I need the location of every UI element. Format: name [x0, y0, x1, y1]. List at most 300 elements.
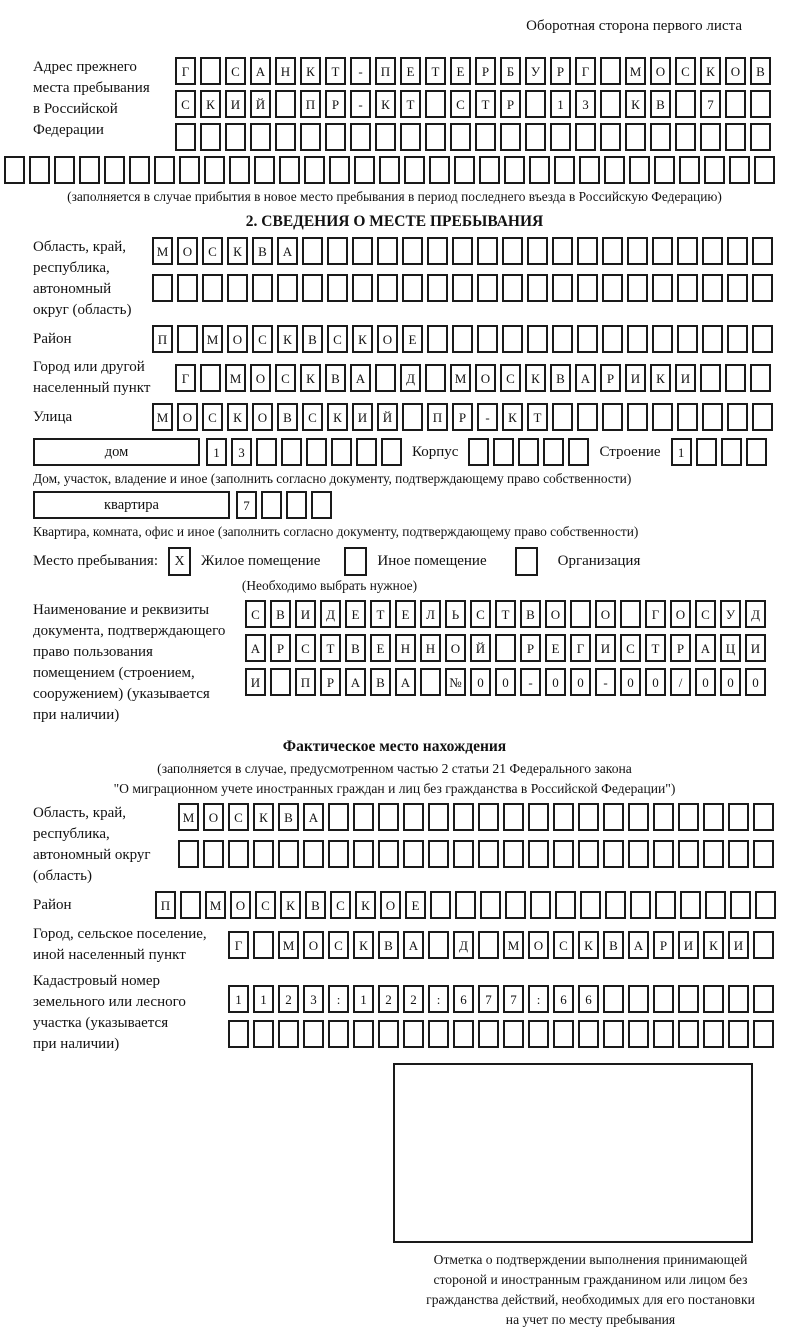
char-cell[interactable] [652, 325, 673, 353]
char-cell[interactable]: С [695, 600, 716, 628]
char-cell[interactable]: С [620, 634, 641, 662]
char-cell[interactable] [250, 123, 271, 151]
char-cell[interactable] [200, 57, 221, 85]
char-cell[interactable] [502, 274, 523, 302]
char-cell[interactable] [353, 1020, 374, 1048]
char-cell[interactable]: : [328, 985, 349, 1013]
char-cell[interactable] [404, 156, 425, 184]
char-cell[interactable] [403, 803, 424, 831]
char-cell[interactable]: К [253, 803, 274, 831]
char-cell[interactable]: С [675, 57, 696, 85]
char-cell[interactable]: 0 [745, 668, 766, 696]
char-cell[interactable]: Т [527, 403, 548, 431]
char-cell[interactable] [727, 403, 748, 431]
char-cell[interactable]: 1 [550, 90, 571, 118]
char-cell[interactable]: Т [325, 57, 346, 85]
char-cell[interactable]: Р [320, 668, 341, 696]
char-cell[interactable]: Н [395, 634, 416, 662]
char-cell[interactable]: Д [400, 364, 421, 392]
char-cell[interactable] [730, 891, 751, 919]
char-cell[interactable] [578, 840, 599, 868]
char-cell[interactable]: К [300, 57, 321, 85]
char-cell[interactable]: 3 [303, 985, 324, 1013]
char-cell[interactable] [754, 156, 775, 184]
char-cell[interactable] [254, 156, 275, 184]
char-cell[interactable] [605, 891, 626, 919]
char-cell[interactable] [528, 1020, 549, 1048]
char-cell[interactable] [753, 1020, 774, 1048]
char-cell[interactable] [428, 840, 449, 868]
char-cell[interactable]: 2 [403, 985, 424, 1013]
char-cell[interactable]: В [277, 403, 298, 431]
char-cell[interactable] [675, 90, 696, 118]
char-cell[interactable]: М [278, 931, 299, 959]
char-cell[interactable] [505, 891, 526, 919]
char-cell[interactable] [553, 803, 574, 831]
char-cell[interactable]: И [595, 634, 616, 662]
char-cell[interactable] [480, 891, 501, 919]
char-cell[interactable] [527, 274, 548, 302]
char-cell[interactable]: Г [575, 57, 596, 85]
char-cell[interactable] [202, 274, 223, 302]
char-cell[interactable]: В [270, 600, 291, 628]
char-cell[interactable]: К [352, 325, 373, 353]
char-cell[interactable] [227, 274, 248, 302]
char-cell[interactable] [527, 237, 548, 265]
char-cell[interactable] [654, 156, 675, 184]
char-cell[interactable]: Р [653, 931, 674, 959]
char-cell[interactable] [600, 123, 621, 151]
char-cell[interactable]: : [528, 985, 549, 1013]
char-cell[interactable]: К [280, 891, 301, 919]
char-cell[interactable]: М [225, 364, 246, 392]
char-cell[interactable] [678, 985, 699, 1013]
char-cell[interactable] [302, 274, 323, 302]
char-cell[interactable]: : [428, 985, 449, 1013]
char-cell[interactable] [677, 403, 698, 431]
char-cell[interactable] [678, 803, 699, 831]
char-cell[interactable] [525, 123, 546, 151]
char-cell[interactable]: М [152, 237, 173, 265]
char-cell[interactable] [653, 1020, 674, 1048]
char-cell[interactable]: К [375, 90, 396, 118]
char-cell[interactable] [253, 931, 274, 959]
char-cell[interactable] [304, 156, 325, 184]
char-cell[interactable] [577, 325, 598, 353]
char-cell[interactable]: Ц [720, 634, 741, 662]
char-cell[interactable] [325, 123, 346, 151]
char-cell[interactable]: С [245, 600, 266, 628]
char-cell[interactable] [179, 156, 200, 184]
char-cell[interactable] [702, 403, 723, 431]
char-cell[interactable]: Р [475, 57, 496, 85]
char-cell[interactable] [653, 840, 674, 868]
char-cell[interactable] [502, 237, 523, 265]
char-cell[interactable]: Р [670, 634, 691, 662]
char-cell[interactable]: К [578, 931, 599, 959]
char-cell[interactable] [721, 438, 742, 466]
char-cell[interactable] [703, 840, 724, 868]
char-cell[interactable] [479, 156, 500, 184]
char-cell[interactable] [568, 438, 589, 466]
char-cell[interactable] [311, 491, 332, 519]
char-cell[interactable] [455, 891, 476, 919]
char-cell[interactable] [752, 237, 773, 265]
char-cell[interactable]: И [295, 600, 316, 628]
char-cell[interactable] [203, 840, 224, 868]
char-cell[interactable] [570, 600, 591, 628]
char-cell[interactable]: И [225, 90, 246, 118]
char-cell[interactable] [427, 237, 448, 265]
char-cell[interactable] [281, 438, 302, 466]
char-cell[interactable] [477, 274, 498, 302]
char-cell[interactable]: М [202, 325, 223, 353]
char-cell[interactable]: 7 [236, 491, 257, 519]
char-cell[interactable]: Е [370, 634, 391, 662]
char-cell[interactable] [728, 985, 749, 1013]
char-cell[interactable]: Т [370, 600, 391, 628]
char-cell[interactable] [518, 438, 539, 466]
char-cell[interactable] [278, 840, 299, 868]
char-cell[interactable] [375, 364, 396, 392]
char-cell[interactable] [350, 123, 371, 151]
char-cell[interactable]: С [328, 931, 349, 959]
char-cell[interactable]: Т [400, 90, 421, 118]
char-cell[interactable] [703, 803, 724, 831]
char-cell[interactable]: М [450, 364, 471, 392]
char-cell[interactable] [527, 325, 548, 353]
char-cell[interactable] [552, 237, 573, 265]
char-cell[interactable] [602, 237, 623, 265]
char-cell[interactable] [200, 364, 221, 392]
char-cell[interactable] [286, 491, 307, 519]
char-cell[interactable] [652, 274, 673, 302]
char-cell[interactable] [504, 156, 525, 184]
char-cell[interactable]: И [728, 931, 749, 959]
char-cell[interactable] [727, 237, 748, 265]
char-cell[interactable] [703, 985, 724, 1013]
char-cell[interactable] [525, 90, 546, 118]
char-cell[interactable]: Г [570, 634, 591, 662]
char-cell[interactable]: Т [645, 634, 666, 662]
char-cell[interactable]: Н [420, 634, 441, 662]
char-cell[interactable]: - [520, 668, 541, 696]
char-cell[interactable] [178, 840, 199, 868]
char-cell[interactable]: - [595, 668, 616, 696]
char-cell[interactable]: 0 [470, 668, 491, 696]
char-cell[interactable]: С [295, 634, 316, 662]
char-cell[interactable] [402, 403, 423, 431]
char-cell[interactable] [477, 237, 498, 265]
char-cell[interactable] [306, 438, 327, 466]
char-cell[interactable]: И [245, 668, 266, 696]
char-cell[interactable] [427, 274, 448, 302]
char-cell[interactable] [4, 156, 25, 184]
char-cell[interactable]: О [545, 600, 566, 628]
char-cell[interactable] [728, 840, 749, 868]
char-cell[interactable] [453, 803, 474, 831]
char-cell[interactable] [725, 364, 746, 392]
char-cell[interactable] [104, 156, 125, 184]
char-cell[interactable]: 1 [206, 438, 227, 466]
char-cell[interactable] [755, 891, 776, 919]
char-cell[interactable] [705, 891, 726, 919]
char-cell[interactable]: М [205, 891, 226, 919]
char-cell[interactable] [600, 90, 621, 118]
char-cell[interactable]: Е [405, 891, 426, 919]
char-cell[interactable] [700, 364, 721, 392]
char-cell[interactable]: А [403, 931, 424, 959]
char-cell[interactable] [129, 156, 150, 184]
char-cell[interactable]: 6 [453, 985, 474, 1013]
char-cell[interactable] [752, 274, 773, 302]
char-cell[interactable] [528, 840, 549, 868]
char-cell[interactable]: В [520, 600, 541, 628]
char-cell[interactable]: К [227, 403, 248, 431]
char-cell[interactable]: 0 [720, 668, 741, 696]
char-cell[interactable] [653, 803, 674, 831]
char-cell[interactable]: В [650, 90, 671, 118]
char-cell[interactable]: А [250, 57, 271, 85]
char-cell[interactable]: К [625, 90, 646, 118]
char-cell[interactable] [152, 274, 173, 302]
char-cell[interactable]: 7 [503, 985, 524, 1013]
char-cell[interactable] [555, 891, 576, 919]
char-cell[interactable] [628, 1020, 649, 1048]
char-cell[interactable] [702, 237, 723, 265]
char-cell[interactable] [553, 840, 574, 868]
char-cell[interactable] [228, 840, 249, 868]
char-cell[interactable]: С [175, 90, 196, 118]
char-cell[interactable] [253, 840, 274, 868]
char-cell[interactable]: И [352, 403, 373, 431]
char-cell[interactable] [400, 123, 421, 151]
char-cell[interactable]: К [227, 237, 248, 265]
char-cell[interactable]: О [377, 325, 398, 353]
char-cell[interactable] [302, 237, 323, 265]
char-cell[interactable] [425, 364, 446, 392]
char-cell[interactable] [278, 1020, 299, 1048]
char-cell[interactable]: П [295, 668, 316, 696]
char-cell[interactable] [752, 403, 773, 431]
char-cell[interactable]: С [202, 237, 223, 265]
char-cell[interactable] [753, 985, 774, 1013]
char-cell[interactable] [354, 156, 375, 184]
char-cell[interactable] [578, 1020, 599, 1048]
char-cell[interactable]: Е [345, 600, 366, 628]
char-cell[interactable] [403, 1020, 424, 1048]
char-cell[interactable] [653, 985, 674, 1013]
char-cell[interactable] [602, 325, 623, 353]
char-cell[interactable]: Й [377, 403, 398, 431]
char-cell[interactable] [678, 840, 699, 868]
char-cell[interactable] [630, 891, 651, 919]
char-cell[interactable] [703, 1020, 724, 1048]
char-cell[interactable] [577, 274, 598, 302]
char-cell[interactable] [329, 156, 350, 184]
char-cell[interactable]: О [303, 931, 324, 959]
char-cell[interactable]: Д [453, 931, 474, 959]
char-cell[interactable] [696, 438, 717, 466]
char-cell[interactable]: 6 [553, 985, 574, 1013]
char-cell[interactable]: К [200, 90, 221, 118]
char-cell[interactable]: Т [425, 57, 446, 85]
char-cell[interactable] [425, 90, 446, 118]
char-cell[interactable] [620, 600, 641, 628]
char-cell[interactable] [550, 123, 571, 151]
char-cell[interactable] [352, 274, 373, 302]
organization-checkbox[interactable] [515, 547, 538, 576]
char-cell[interactable]: А [395, 668, 416, 696]
char-cell[interactable] [352, 237, 373, 265]
char-cell[interactable] [475, 123, 496, 151]
char-cell[interactable]: О [445, 634, 466, 662]
char-cell[interactable]: К [300, 364, 321, 392]
char-cell[interactable] [750, 364, 771, 392]
char-cell[interactable] [725, 90, 746, 118]
char-cell[interactable]: О [670, 600, 691, 628]
char-cell[interactable] [655, 891, 676, 919]
char-cell[interactable]: Т [495, 600, 516, 628]
char-cell[interactable] [452, 274, 473, 302]
char-cell[interactable] [477, 325, 498, 353]
char-cell[interactable]: С [553, 931, 574, 959]
char-cell[interactable] [177, 325, 198, 353]
char-cell[interactable] [677, 237, 698, 265]
char-cell[interactable]: И [678, 931, 699, 959]
char-cell[interactable] [279, 156, 300, 184]
char-cell[interactable]: С [202, 403, 223, 431]
char-cell[interactable]: А [345, 668, 366, 696]
char-cell[interactable] [225, 123, 246, 151]
char-cell[interactable] [328, 1020, 349, 1048]
char-cell[interactable]: А [575, 364, 596, 392]
char-cell[interactable]: - [350, 90, 371, 118]
char-cell[interactable]: П [300, 90, 321, 118]
char-cell[interactable]: К [355, 891, 376, 919]
char-cell[interactable] [503, 803, 524, 831]
char-cell[interactable] [603, 840, 624, 868]
char-cell[interactable]: В [325, 364, 346, 392]
char-cell[interactable] [379, 156, 400, 184]
char-cell[interactable]: К [502, 403, 523, 431]
char-cell[interactable]: О [725, 57, 746, 85]
char-cell[interactable]: О [595, 600, 616, 628]
char-cell[interactable]: К [650, 364, 671, 392]
char-cell[interactable] [478, 803, 499, 831]
char-cell[interactable] [503, 840, 524, 868]
char-cell[interactable]: 7 [700, 90, 721, 118]
char-cell[interactable]: А [245, 634, 266, 662]
char-cell[interactable] [154, 156, 175, 184]
char-cell[interactable]: Г [645, 600, 666, 628]
char-cell[interactable]: Е [402, 325, 423, 353]
char-cell[interactable]: 7 [478, 985, 499, 1013]
char-cell[interactable] [175, 123, 196, 151]
char-cell[interactable] [29, 156, 50, 184]
char-cell[interactable] [552, 403, 573, 431]
char-cell[interactable]: К [353, 931, 374, 959]
char-cell[interactable]: В [750, 57, 771, 85]
char-cell[interactable] [353, 803, 374, 831]
char-cell[interactable]: 2 [378, 985, 399, 1013]
char-cell[interactable] [478, 931, 499, 959]
char-cell[interactable]: П [152, 325, 173, 353]
char-cell[interactable] [625, 123, 646, 151]
char-cell[interactable] [270, 668, 291, 696]
char-cell[interactable]: П [375, 57, 396, 85]
char-cell[interactable]: М [625, 57, 646, 85]
char-cell[interactable]: В [603, 931, 624, 959]
char-cell[interactable] [679, 156, 700, 184]
char-cell[interactable] [627, 403, 648, 431]
char-cell[interactable] [428, 1020, 449, 1048]
char-cell[interactable] [204, 156, 225, 184]
char-cell[interactable] [327, 274, 348, 302]
char-cell[interactable] [627, 274, 648, 302]
char-cell[interactable]: Н [275, 57, 296, 85]
char-cell[interactable] [381, 438, 402, 466]
char-cell[interactable]: Г [175, 364, 196, 392]
char-cell[interactable] [530, 891, 551, 919]
char-cell[interactable] [300, 123, 321, 151]
char-cell[interactable] [575, 123, 596, 151]
char-cell[interactable] [702, 325, 723, 353]
char-cell[interactable]: Р [452, 403, 473, 431]
char-cell[interactable] [580, 891, 601, 919]
char-cell[interactable]: 1 [253, 985, 274, 1013]
char-cell[interactable]: С [225, 57, 246, 85]
char-cell[interactable] [402, 274, 423, 302]
char-cell[interactable]: Р [325, 90, 346, 118]
char-cell[interactable] [454, 156, 475, 184]
char-cell[interactable]: / [670, 668, 691, 696]
char-cell[interactable]: Р [600, 364, 621, 392]
char-cell[interactable]: Д [745, 600, 766, 628]
char-cell[interactable] [331, 438, 352, 466]
char-cell[interactable] [603, 985, 624, 1013]
char-cell[interactable] [328, 803, 349, 831]
char-cell[interactable]: 3 [231, 438, 252, 466]
char-cell[interactable]: 0 [545, 668, 566, 696]
char-cell[interactable] [200, 123, 221, 151]
char-cell[interactable] [746, 438, 767, 466]
char-cell[interactable] [303, 1020, 324, 1048]
char-cell[interactable] [428, 803, 449, 831]
char-cell[interactable] [478, 840, 499, 868]
char-cell[interactable] [678, 1020, 699, 1048]
char-cell[interactable]: О [650, 57, 671, 85]
char-cell[interactable]: К [327, 403, 348, 431]
char-cell[interactable]: М [503, 931, 524, 959]
char-cell[interactable]: Т [320, 634, 341, 662]
char-cell[interactable] [493, 438, 514, 466]
char-cell[interactable]: Д [320, 600, 341, 628]
char-cell[interactable] [629, 156, 650, 184]
char-cell[interactable] [377, 274, 398, 302]
char-cell[interactable] [277, 274, 298, 302]
char-cell[interactable]: А [695, 634, 716, 662]
char-cell[interactable] [353, 840, 374, 868]
char-cell[interactable] [427, 325, 448, 353]
char-cell[interactable] [552, 325, 573, 353]
char-cell[interactable]: И [675, 364, 696, 392]
char-cell[interactable] [452, 325, 473, 353]
char-cell[interactable]: 1 [353, 985, 374, 1013]
char-cell[interactable] [578, 803, 599, 831]
char-cell[interactable] [753, 840, 774, 868]
char-cell[interactable]: 3 [575, 90, 596, 118]
